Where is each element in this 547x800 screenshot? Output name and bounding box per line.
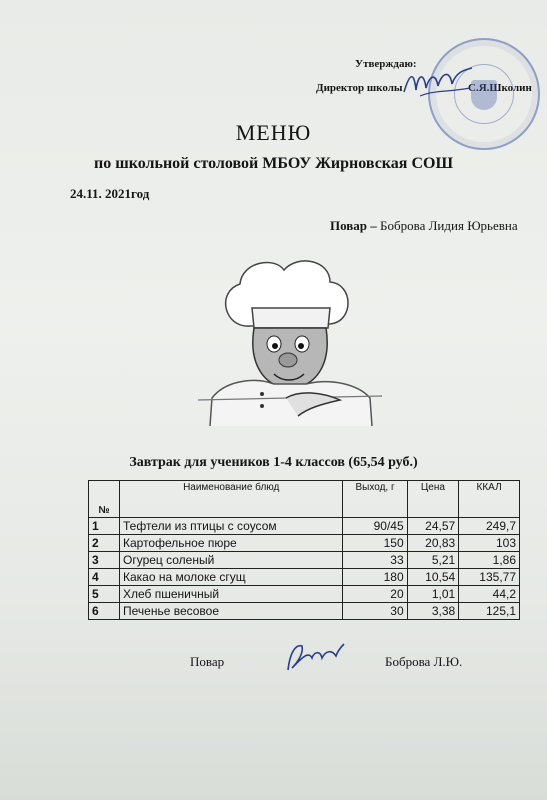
dish-yield: 33 (343, 552, 407, 569)
footer-cook-name: Боброва Л.Ю. (385, 654, 463, 669)
cook-line (330, 218, 518, 234)
dish-yield: 30 (343, 603, 407, 620)
dish-name: Хлеб пшеничный (120, 586, 343, 603)
row-num: 1 (89, 518, 120, 535)
cook-signature (282, 638, 346, 676)
dish-yield: 90/45 (343, 518, 407, 535)
director-name: С.Я.Школин (468, 82, 532, 94)
table-row (89, 569, 520, 586)
dish-price: 24,57 (407, 518, 459, 535)
dish-kcal: 135,77 (459, 569, 520, 586)
row-num: 6 (89, 603, 120, 620)
col-yield-header: Выход, г (343, 481, 407, 518)
row-num: 4 (89, 569, 120, 586)
dish-price: 3,38 (407, 603, 459, 620)
dish-yield: 150 (343, 535, 407, 552)
col-price-header: Цена (407, 481, 459, 518)
dish-name: Огурец соленый (120, 552, 343, 569)
dish-kcal: 103 (459, 535, 520, 552)
menu-table (88, 480, 520, 620)
dish-kcal: 44,2 (459, 586, 520, 603)
col-name-header: Наименование блюд (120, 481, 343, 518)
dish-name: Тефтели из птицы с соусом (120, 518, 343, 535)
dish-kcal: 249,7 (459, 518, 520, 535)
col-num-header: № (89, 481, 120, 518)
dish-kcal: 125,1 (459, 603, 520, 620)
dish-price: 20,83 (407, 535, 459, 552)
row-num: 5 (89, 586, 120, 603)
col-kcal-header: ККАЛ (459, 481, 520, 518)
dish-name: Печенье весовое (120, 603, 343, 620)
dish-price: 1,01 (407, 586, 459, 603)
row-num: 2 (89, 535, 120, 552)
cook-label: Повар – (330, 218, 377, 233)
dish-price: 10,54 (407, 569, 459, 586)
menu-date: 24.11. 2021год (70, 186, 150, 201)
director-signature (400, 62, 480, 102)
footer-cook-label: Повар (190, 654, 225, 669)
dish-name: Картофельное пюре (120, 535, 343, 552)
table-row (89, 586, 520, 603)
table-row (89, 535, 520, 552)
dish-name: Какао на молоке сгущ (120, 569, 343, 586)
page-subtitle: по школьной столовой МБОУ Жирновская СОШ (93, 155, 454, 172)
meal-title: Завтрак для учеников 1-4 классов (65,54 руб.) (129, 455, 418, 470)
chef-illustration (190, 248, 390, 426)
table-row (89, 603, 520, 620)
table-row (89, 518, 520, 535)
dish-yield: 20 (343, 586, 407, 603)
approve-label: Утверждаю: (355, 58, 417, 70)
dish-kcal: 1,86 (459, 552, 520, 569)
table-row (89, 552, 520, 569)
director-position: Директор школы (316, 82, 403, 94)
row-num: 3 (89, 552, 120, 569)
page-title: МЕНЮ (235, 120, 312, 145)
dish-price: 5,21 (407, 552, 459, 569)
table-header-row (89, 481, 520, 518)
dish-yield: 180 (343, 569, 407, 586)
cook-name: Боброва Лидия Юрьевна (380, 218, 518, 233)
